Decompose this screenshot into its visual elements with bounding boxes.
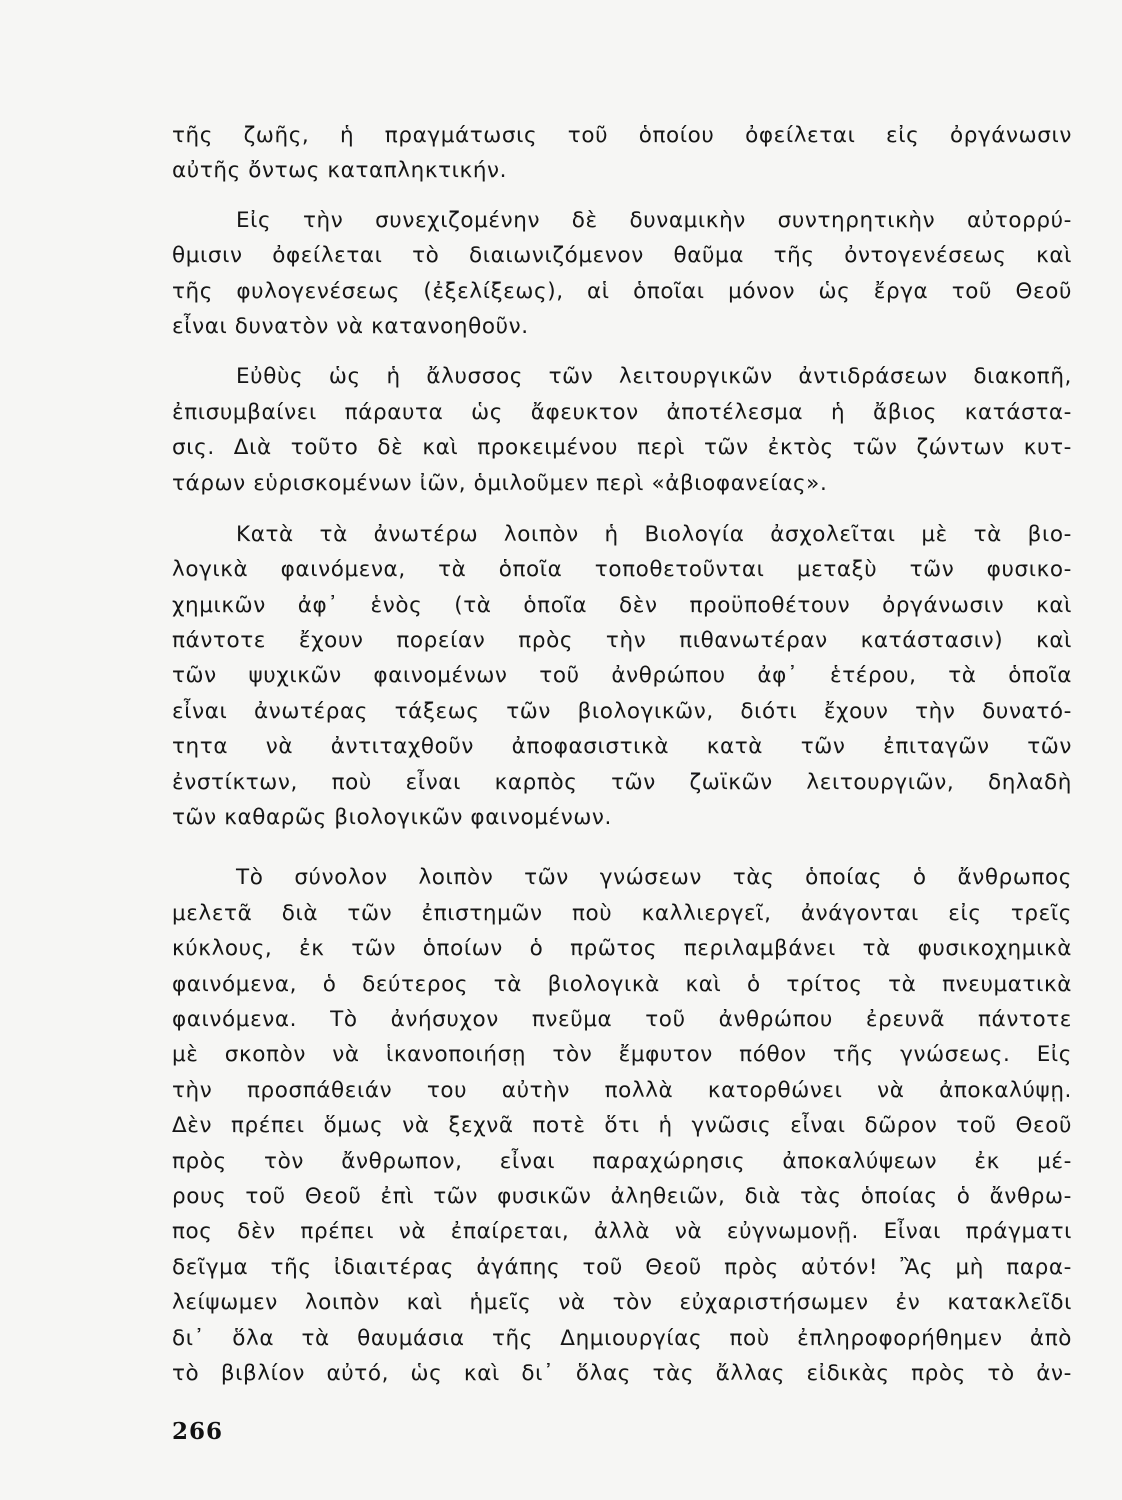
paragraph	[172, 860, 1072, 1391]
text-line: μὲ σκοπὸν νὰ ἱκανοποιήσῃ τὸν ἔμφυτον πόθον τῆς γνώσεως. Εἰς	[172, 1042, 1072, 1068]
text-line: ἐνστίκτων, ποὺ εἶναι καρπὸς τῶν ζωϊκῶν λειτουργιῶν, δηλαδὴ	[172, 769, 1072, 795]
text-line: δεῖγμα τῆς ἰδιαιτέρας ἀγάπης τοῦ Θεοῦ πρὸς αὐτόν! Ἂς μὴ παρα-	[172, 1254, 1072, 1280]
text-line: τὴν προσπάθειάν του αὐτὴν πολλὰ κατορθώνει νὰ ἀποκαλύψῃ.	[172, 1077, 1072, 1103]
text-line: λείψωμεν λοιπὸν καὶ ἡμεῖς νὰ τὸν εὐχαριστήσωμεν ἐν κατακλεῖδι	[172, 1290, 1072, 1316]
text-line: αὐτῆς ὄντως καταπληκτικήν.	[172, 158, 508, 184]
text-line: εἶναι δυνατὸν νὰ κατανοηθοῦν.	[172, 313, 529, 339]
text-line: ρους τοῦ Θεοῦ ἐπὶ τῶν φυσικῶν ἀληθειῶν, διὰ τὰς ὁποίας ὁ ἄνθρω-	[172, 1183, 1072, 1209]
text-line: φαινόμενα. Τὸ ἀνήσυχον πνεῦμα τοῦ ἀνθρώπου ἐρευνᾶ πάντοτε	[172, 1006, 1072, 1032]
text-line: πος δὲν πρέπει νὰ ἐπαίρεται, ἀλλὰ νὰ εὐγνωμονῇ. Εἶναι πράγματι	[172, 1219, 1072, 1245]
text-line: τῆς φυλογενέσεως (ἐξελίξεως), αἱ ὁποῖαι μόνον ὡς ἔργα τοῦ Θεοῦ	[172, 278, 1072, 304]
text-line: ἐπισυμβαίνει πάραυτα ὡς ἄφευκτον ἀποτέλεσμα ἡ ἄβιος κατάστα-	[172, 399, 1072, 425]
text-line: πρὸς τὸν ἄνθρωπον, εἶναι παραχώρησις ἀποκαλύψεων ἐκ μέ-	[172, 1148, 1072, 1174]
text-line: κύκλους, ἐκ τῶν ὁποίων ὁ πρῶτος περιλαμβάνει τὰ φυσικοχημικὰ	[172, 936, 1072, 962]
text-line: φαινόμενα, ὁ δεύτερος τὰ βιολογικὰ καὶ ὁ τρίτος τὰ πνευματικὰ	[172, 971, 1072, 997]
text-line: Δὲν πρέπει ὅμως νὰ ξεχνᾶ ποτὲ ὅτι ἡ γνῶσις εἶναι δῶρον τοῦ Θεοῦ	[172, 1113, 1072, 1139]
paragraph	[172, 203, 1072, 345]
text-line: τητα νὰ ἀντιταχθοῦν ἀποφασιστικὰ κατὰ τῶν ἐπιταγῶν τῶν	[172, 734, 1072, 760]
text-line: τῆς ζωῆς, ἡ πραγμάτωσις τοῦ ὁποίου ὀφείλεται εἰς ὀργάνωσιν	[172, 123, 1072, 148]
text-line: τῶν καθαρῶς βιολογικῶν φαινομένων.	[172, 805, 612, 831]
text-line: εἶναι ἀνωτέρας τάξεως τῶν βιολογικῶν, διότι ἔχουν τὴν δυνατό-	[172, 698, 1072, 724]
text-line: Εὐθὺς ὡς ἡ ἄλυσσος τῶν λειτουργικῶν ἀντιδράσεων διακοπῆ,	[236, 364, 1072, 390]
text-line: χημικῶν ἀφ᾽ ἑνὸς (τὰ ὁποῖα δὲν προϋποθέτουν ὀργάνωσιν καὶ	[172, 592, 1072, 618]
text-line: σις. Διὰ τοῦτο δὲ καὶ προκειμένου περὶ τῶν ἐκτὸς τῶν ζώντων κυτ-	[172, 435, 1072, 461]
text-line: πάντοτε ἔχουν πορείαν πρὸς τὴν πιθανωτέραν κατάστασιν) καὶ	[172, 628, 1072, 654]
body-text	[172, 118, 1072, 1391]
text-line: Τὸ σύνολον λοιπὸν τῶν γνώσεων τὰς ὁποίας ὁ ἄνθρωπος	[236, 865, 1072, 891]
text-line: μελετᾶ διὰ τῶν ἐπιστημῶν ποὺ καλλιεργεῖ, ἀνάγονται εἰς τρεῖς	[172, 900, 1072, 926]
paragraph-continuation	[172, 118, 1072, 189]
paragraph	[172, 517, 1072, 836]
paragraph	[172, 359, 1072, 501]
text-line: Εἰς τὴν συνεχιζομένην δὲ δυναμικὴν συντηρητικὴν αὐτορρύ-	[236, 207, 1072, 233]
text-line: δι᾽ ὅλα τὰ θαυμάσια τῆς Δημιουργίας ποὺ ἐπληροφορήθημεν ἀπὸ	[172, 1325, 1072, 1351]
text-line: τάρων εὑρισκομένων ἰῶν, ὁμιλοῦμεν περὶ «ἀβιοφανείας».	[172, 470, 828, 496]
text-line: τῶν ψυχικῶν φαινομένων τοῦ ἀνθρώπου ἀφ᾽ ἑτέρου, τὰ ὁποῖα	[172, 663, 1072, 689]
text-line: τὸ βιβλίον αὐτό, ὡς καὶ δι᾽ ὅλας τὰς ἄλλας εἰδικὰς πρὸς τὸ ἀν-	[172, 1360, 1072, 1386]
text-line: Κατὰ τὰ ἀνωτέρω λοιπὸν ἡ Βιολογία ἀσχολεῖται μὲ τὰ βιο-	[236, 521, 1072, 547]
page-number: 266	[172, 1418, 224, 1445]
text-line: λογικὰ φαινόμενα, τὰ ὁποῖα τοποθετοῦνται μεταξὺ τῶν φυσικο-	[172, 557, 1072, 583]
text-line: θμισιν ὀφείλεται τὸ διαιωνιζόμενον θαῦμα τῆς ὀντογενέσεως καὶ	[172, 243, 1072, 269]
